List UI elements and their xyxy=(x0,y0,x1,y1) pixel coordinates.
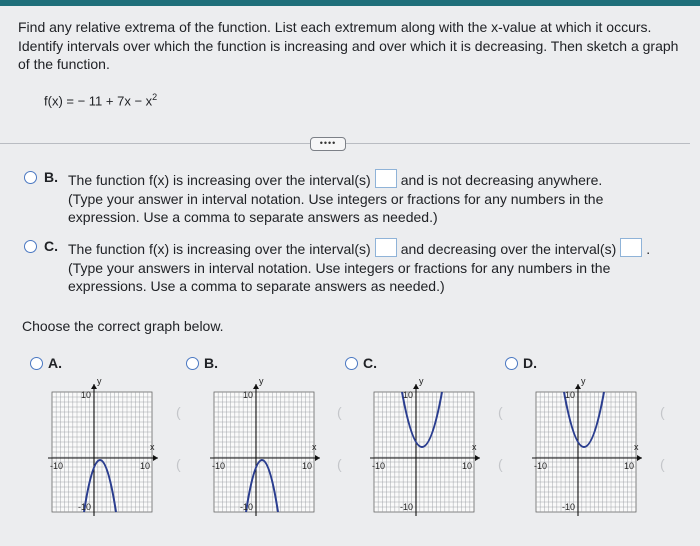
x-min-label: -10 xyxy=(212,461,226,471)
option-c-radio[interactable] xyxy=(24,240,37,253)
function-exponent: 2 xyxy=(152,92,158,102)
zoom-icon[interactable]: ( xyxy=(176,456,181,472)
option-b-text-before: The function f(x) is increasing over the interval(s) xyxy=(68,172,371,188)
y-max-label: 10 xyxy=(80,390,91,400)
option-b-text-after: and is not decreasing anywhere. xyxy=(400,172,603,188)
option-b-text xyxy=(68,169,668,227)
zoom-icon[interactable]: ( xyxy=(660,404,665,420)
y-max-label: 10 xyxy=(564,390,575,400)
option-c-note: (Type your answers in interval notation. Use integers or fractions for any numbers in the expressions. Use a comma to separate answers as needed.) xyxy=(68,259,611,294)
graph-b[interactable] xyxy=(200,378,330,526)
graph-svg xyxy=(360,378,490,526)
x-axis-label: x xyxy=(312,442,317,452)
x-min-label: -10 xyxy=(50,461,64,471)
x-axis-label: x xyxy=(472,442,477,452)
option-b-radio[interactable] xyxy=(24,171,37,184)
y-axis-label: y xyxy=(581,378,586,386)
x-axis-arrow xyxy=(475,455,480,461)
x-axis-arrow xyxy=(637,455,642,461)
x-axis-label: x xyxy=(150,442,155,452)
zoom-icon[interactable]: ( xyxy=(337,456,342,472)
x-min-label: -10 xyxy=(534,461,548,471)
option-b-letter: B. xyxy=(44,169,58,185)
graph-svg xyxy=(522,378,652,526)
question-text: Find any relative extrema of the function. List each extremum along with the x-value at which it occurs. Identify intervals over which the function is increasing and over which it is decreasing. Then sketch a graph of the function. xyxy=(18,19,679,72)
graph-d[interactable] xyxy=(522,378,652,526)
graph-a-radio[interactable] xyxy=(30,357,43,370)
option-c-increasing-box[interactable] xyxy=(375,238,397,257)
graph-c[interactable] xyxy=(360,378,490,526)
graph-b-radio[interactable] xyxy=(186,357,199,370)
y-min-label: -10 xyxy=(561,502,575,512)
option-c-decreasing-box[interactable] xyxy=(620,238,642,257)
expand-more-button[interactable]: •••• xyxy=(310,137,346,151)
y-axis-label: y xyxy=(259,378,264,386)
option-c-letter: C. xyxy=(44,238,58,254)
option-b-note: (Type your answer in interval notation. Use integers or fractions for any numbers in the expression. Use a comma to separate answers as needed.) xyxy=(68,190,604,225)
graph-c-radio[interactable] xyxy=(345,357,358,370)
option-c-text-before: The function f(x) is increasing over the interval(s) xyxy=(68,241,371,257)
y-axis-label: y xyxy=(97,378,102,386)
graph-c-letter: C. xyxy=(363,355,377,371)
zoom-icon[interactable]: ( xyxy=(498,456,503,472)
y-min-label: -10 xyxy=(77,502,91,512)
option-c-text xyxy=(68,238,678,296)
graph-a[interactable] xyxy=(38,378,168,526)
graph-svg xyxy=(38,378,168,526)
function-definition xyxy=(44,92,157,108)
graph-prompt: Choose the correct graph below. xyxy=(22,318,224,334)
top-accent-bar xyxy=(0,0,700,6)
option-c-text-middle: and decreasing over the interval(s) xyxy=(400,241,617,257)
zoom-icon[interactable]: ( xyxy=(337,404,342,420)
graph-b-letter: B. xyxy=(204,355,218,371)
y-max-label: 10 xyxy=(402,390,413,400)
zoom-icon[interactable]: ( xyxy=(498,404,503,420)
x-axis-label: x xyxy=(634,442,639,452)
x-max-label: 10 xyxy=(462,461,473,471)
x-max-label: 10 xyxy=(140,461,151,471)
graph-a-letter: A. xyxy=(48,355,62,371)
graph-svg xyxy=(200,378,330,526)
x-axis-arrow xyxy=(315,455,320,461)
option-c-text-end: . xyxy=(646,241,651,257)
function-expression: f(x) = − 11 + 7x − x xyxy=(44,93,153,109)
zoom-icon[interactable]: ( xyxy=(176,404,181,420)
y-axis-label: y xyxy=(419,378,424,386)
x-max-label: 10 xyxy=(302,461,313,471)
y-max-label: 10 xyxy=(242,390,253,400)
graph-d-radio[interactable] xyxy=(505,357,518,370)
x-axis-arrow xyxy=(153,455,158,461)
y-min-label: -10 xyxy=(399,502,413,512)
x-min-label: -10 xyxy=(372,461,386,471)
graph-d-letter: D. xyxy=(523,355,537,371)
zoom-icon[interactable]: ( xyxy=(660,456,665,472)
y-min-label: -10 xyxy=(239,502,253,512)
x-max-label: 10 xyxy=(624,461,635,471)
option-b-answer-box[interactable] xyxy=(375,169,397,188)
